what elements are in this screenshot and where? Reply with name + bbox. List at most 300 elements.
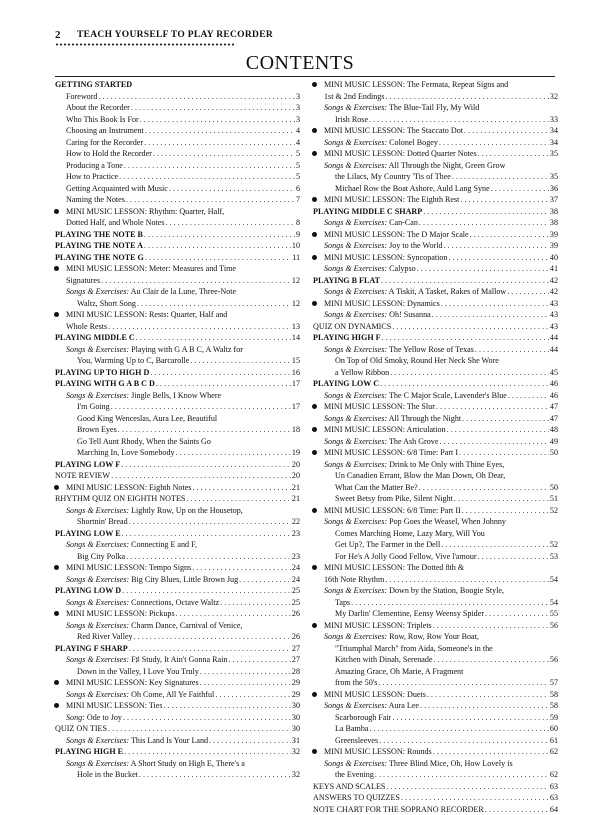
- toc-entry-title: [335, 666, 463, 678]
- toc-entry: [55, 275, 300, 287]
- toc-page-number: 34: [550, 137, 558, 149]
- toc-entry-text: Charm Dance, Carnival of Venice,: [129, 621, 242, 630]
- toc-entry: [55, 700, 300, 712]
- dot-leader: [464, 125, 549, 137]
- toc-entry-title: [335, 539, 440, 551]
- bullet-icon: [54, 266, 59, 271]
- dot-leader: [144, 229, 295, 241]
- dot-leader: [200, 677, 291, 689]
- toc-page-number: 38: [550, 217, 558, 229]
- toc-entry: [55, 516, 300, 528]
- toc-entry-title: [55, 585, 121, 597]
- dot-leader: [126, 194, 295, 206]
- toc-entry-label: Songs & Exercises:: [324, 103, 387, 112]
- toc-entry-title: [313, 206, 422, 218]
- toc-entry: [55, 574, 300, 586]
- toc-entry-text: Irish Rose: [335, 115, 368, 124]
- toc-entry: [55, 551, 300, 563]
- toc-entry: [55, 79, 300, 91]
- toc-entry-text: Down by the Station, Boogie Style,: [387, 586, 504, 595]
- toc-entry-title: [324, 125, 463, 137]
- toc-entry: [55, 160, 300, 172]
- toc-entry-title: [335, 367, 389, 379]
- toc-entry-text: A Tiskit, A Tasket, Rakes of Mallow: [387, 287, 506, 296]
- toc-page-number: 44: [550, 332, 558, 344]
- toc-entry-text: Connections, Octave Waltz: [129, 598, 219, 607]
- toc-entry-text: Oh! Susanna: [387, 310, 431, 319]
- dot-leader: [378, 677, 549, 689]
- toc-page-number: 53: [550, 551, 558, 563]
- toc-entry-title: [66, 562, 191, 574]
- toc-entry-title: [77, 666, 199, 678]
- dot-leader: [460, 194, 548, 206]
- toc-page-number: 15: [292, 355, 300, 367]
- toc-entry: [55, 344, 300, 356]
- toc-entry-text: MINI MUSIC LESSON: 6/8 Time: Part I: [324, 448, 458, 457]
- toc-entry: [55, 252, 300, 264]
- toc-entry-title: [55, 723, 107, 735]
- toc-entry: [313, 194, 558, 206]
- toc-entry-title: [66, 275, 100, 287]
- toc-entry: [55, 125, 300, 137]
- toc-page-number: 3: [296, 102, 300, 114]
- toc-entry-title: [66, 505, 243, 517]
- toc-entry-label: Songs & Exercises:: [324, 287, 387, 296]
- toc-entry-title: [66, 539, 197, 551]
- toc-page-number: 27: [292, 643, 300, 655]
- dot-leader: [423, 206, 549, 218]
- toc-entry: [313, 390, 558, 402]
- toc-entry-text: All Through the Night, Green Grow: [387, 161, 505, 170]
- toc-page-number: 30: [292, 723, 300, 735]
- toc-entry-title: [77, 401, 110, 413]
- dot-leader: [144, 137, 295, 149]
- toc-entry: [313, 735, 558, 747]
- toc-entry-title: [335, 597, 350, 609]
- toc-page-number: 25: [292, 585, 300, 597]
- toc-entry-title: [324, 229, 469, 241]
- dot-leader: [145, 252, 291, 264]
- toc-entry: [313, 597, 558, 609]
- toc-entry: [55, 769, 300, 781]
- dot-leader: [379, 735, 549, 747]
- toc-page-number: 26: [292, 631, 300, 643]
- toc-entry-title: [335, 608, 484, 620]
- toc-entry: [313, 160, 558, 172]
- toc-entry-title: [324, 286, 506, 298]
- toc-page-number: 60: [550, 723, 558, 735]
- toc-entry-label: Songs & Exercises:: [324, 460, 387, 469]
- dot-leader: [101, 275, 291, 287]
- toc-entry-text: MINI MUSIC LESSON: Triplets: [324, 621, 432, 630]
- contents-title: CONTENTS: [0, 52, 600, 75]
- toc-entry-label: Songs & Exercises:: [66, 736, 129, 745]
- toc-entry: [55, 183, 300, 195]
- toc-page-number: 46: [550, 390, 558, 402]
- toc-page-number: 31: [292, 735, 300, 747]
- dot-leader: [134, 631, 291, 643]
- toc-page-number: 32: [292, 769, 300, 781]
- toc-entry: [55, 735, 300, 747]
- toc-page-number: 8: [296, 217, 300, 229]
- toc-entry: [55, 217, 300, 229]
- bullet-icon: [312, 255, 317, 260]
- dot-leader: [153, 148, 295, 160]
- toc-entry: [313, 723, 558, 735]
- toc-entry-title: [324, 447, 458, 459]
- dot-leader: [392, 712, 548, 724]
- toc-entry: [55, 367, 300, 379]
- dot-leader: [370, 723, 549, 735]
- toc-entry-text: NOTE CHART FOR THE SOPRANO RECORDER: [313, 805, 484, 814]
- toc-entry-title: [335, 528, 485, 540]
- dot-leader: [124, 160, 295, 172]
- toc-page-number: 46: [550, 378, 558, 390]
- toc-entry-title: [55, 252, 144, 264]
- toc-entry-title: [66, 482, 191, 494]
- toc-entry-title: [55, 229, 143, 241]
- toc-page-number: 56: [550, 620, 558, 632]
- toc-entry-title: [313, 321, 391, 333]
- toc-entry: [313, 367, 558, 379]
- toc-entry-text: Big City Blues, Little Brown Jug: [129, 575, 238, 584]
- toc-entry-title: [335, 654, 433, 666]
- toc-entry-text: PLAYING LOW D: [55, 586, 121, 595]
- bullet-icon: [312, 450, 317, 455]
- toc-entry-title: [66, 390, 221, 402]
- toc-entry: [55, 332, 300, 344]
- toc-page-number: 58: [550, 700, 558, 712]
- toc-entry-title: [324, 309, 431, 321]
- toc-entry: [55, 206, 300, 218]
- toc-entry: [313, 700, 558, 712]
- toc-page-number: 3: [296, 114, 300, 126]
- dot-leader: [215, 689, 291, 701]
- toc-entry-text: Caring for the Recorder: [66, 138, 143, 147]
- toc-entry: [55, 102, 300, 114]
- toc-entry-title: [313, 781, 385, 793]
- dot-leader: [419, 482, 549, 494]
- dot-leader: [439, 137, 549, 149]
- toc-entry-text: Dotted Half, and Whole Notes: [66, 218, 165, 227]
- toc-page-number: 12: [292, 298, 300, 310]
- dot-leader: [140, 114, 295, 126]
- toc-entry: [55, 597, 300, 609]
- toc-entry-title: [66, 344, 243, 356]
- dot-leader: [462, 505, 549, 517]
- toc-entry-text: Can-Can: [387, 218, 418, 227]
- dot-leader: [124, 746, 291, 758]
- toc-entry-title: [66, 712, 122, 724]
- toc-page-number: 62: [550, 746, 558, 758]
- toc-entry-title: [55, 378, 155, 390]
- toc-entry-text: About the Recorder: [66, 103, 130, 112]
- toc-entry: [313, 574, 558, 586]
- toc-entry-title: [77, 769, 138, 781]
- toc-entry: [313, 482, 558, 494]
- dot-leader: [129, 643, 291, 655]
- toc-entry: [55, 459, 300, 471]
- toc-entry-title: [313, 804, 484, 815]
- toc-entry-title: [77, 516, 128, 528]
- toc-entry: [55, 585, 300, 597]
- toc-entry-text: PLAYING B FLAT: [313, 276, 380, 285]
- toc-entry: [313, 459, 558, 471]
- toc-entry: [55, 528, 300, 540]
- toc-entry-title: [324, 217, 418, 229]
- toc-entry-text: MINI MUSIC LESSON: Duets: [324, 690, 426, 699]
- toc-entry: [313, 79, 558, 91]
- toc-entry-text: Drink to Me Only with Thine Eyes,: [387, 460, 504, 469]
- toc-entry-text: The Blue-Tail Fly, My Wild: [387, 103, 479, 112]
- dot-leader: [137, 298, 291, 310]
- toc-entry-text: All Through the Night: [387, 414, 461, 423]
- toc-entry-label: Songs & Exercises:: [324, 345, 387, 354]
- toc-entry-title: [335, 114, 368, 126]
- toc-page-number: 14: [292, 332, 300, 344]
- toc-page-number: 39: [550, 229, 558, 241]
- toc-entry: [55, 758, 300, 770]
- toc-page-number: 30: [292, 700, 300, 712]
- toc-page-number: 16: [292, 367, 300, 379]
- dot-leader: [459, 447, 549, 459]
- toc-page-number: 5: [296, 160, 300, 172]
- dotted-rule: [55, 43, 235, 46]
- toc-entry-label: Songs & Exercises:: [66, 759, 129, 768]
- toc-entry: [55, 401, 300, 413]
- toc-entry-label: Songs & Exercises:: [324, 517, 387, 526]
- toc-entry-label: Songs & Exercises:: [66, 345, 129, 354]
- toc-entry: [55, 723, 300, 735]
- toc-entry-title: [324, 137, 438, 149]
- toc-page-number: 63: [550, 792, 558, 804]
- toc-entry: [55, 424, 300, 436]
- dot-leader: [485, 608, 549, 620]
- toc-entry-text: PLAYING MIDDLE C: [55, 333, 135, 342]
- dot-leader: [131, 102, 295, 114]
- toc-entry-title: [335, 712, 391, 724]
- toc-page-number: 23: [292, 528, 300, 540]
- toc-entry-label: Songs & Exercises:: [324, 138, 387, 147]
- toc-entry-title: [66, 574, 238, 586]
- toc-entry-text: A Short Study on High E, There's a: [129, 759, 245, 768]
- dot-leader: [122, 585, 291, 597]
- toc-entry-text: Calypso: [387, 264, 416, 273]
- toc-entry-title: [66, 689, 214, 701]
- toc-entry-label: Songs & Exercises:: [324, 241, 387, 250]
- dot-leader: [433, 746, 549, 758]
- toc-entry-title: [55, 367, 149, 379]
- toc-entry-text: MINI MUSIC LESSON: Key Signatures: [66, 678, 199, 687]
- dot-leader: [434, 654, 549, 666]
- title-rule: [55, 76, 555, 77]
- toc-page-number: 35: [550, 148, 558, 160]
- toc-page-number: 7: [296, 194, 300, 206]
- toc-entry-text: PLAYING THE NOTE B: [55, 230, 143, 239]
- dot-leader: [163, 700, 290, 712]
- toc-entry: [313, 401, 558, 413]
- toc-entry: [313, 631, 558, 643]
- toc-entry-label: Songs & Exercises:: [66, 506, 129, 515]
- toc-entry-title: [324, 401, 435, 413]
- toc-entry-text: Au Clair de la Lune, Three-Note: [129, 287, 236, 296]
- toc-entry-label: Songs & Exercises:: [324, 437, 387, 446]
- toc-entry-title: [313, 332, 381, 344]
- bullet-icon: [312, 197, 317, 202]
- toc-page-number: 61: [550, 735, 558, 747]
- toc-entry-title: [55, 643, 128, 655]
- dot-leader: [145, 125, 295, 137]
- toc-entry-text: What Can the Matter Be?: [335, 483, 418, 492]
- toc-entry: [55, 482, 300, 494]
- toc-entry-text: MINI MUSIC LESSON: Meter: Measures and Time: [66, 264, 236, 273]
- toc-entry: [313, 585, 558, 597]
- toc-entry: [55, 91, 300, 103]
- toc-entry-text: GETTING STARTED: [55, 80, 132, 89]
- bullet-icon: [312, 301, 317, 306]
- toc-entry-title: [66, 217, 165, 229]
- toc-entry-title: [324, 620, 432, 632]
- toc-entry-text: Pop Goes the Weasel, When Johnny: [387, 517, 506, 526]
- toc-entry: [313, 217, 558, 229]
- toc-page-number: 35: [550, 171, 558, 183]
- toc-entry: [55, 194, 300, 206]
- toc-entry-text: F♯ Study, It Ain't Gonna Rain: [129, 655, 227, 664]
- dot-leader: [375, 769, 549, 781]
- toc-entry: [55, 643, 300, 655]
- dot-leader: [144, 240, 291, 252]
- toc-entry-title: [324, 562, 464, 574]
- dot-leader: [118, 424, 291, 436]
- toc-page-number: 63: [550, 781, 558, 793]
- toc-entry-label: Songs & Exercises:: [324, 218, 387, 227]
- toc-entry-title: [324, 516, 506, 528]
- toc-entry-title: [335, 470, 505, 482]
- toc-entry-text: a Yellow Ribbon: [335, 368, 389, 377]
- dot-leader: [121, 459, 291, 471]
- toc-page-number: 24: [292, 562, 300, 574]
- dot-leader: [381, 275, 549, 287]
- dot-leader: [108, 723, 291, 735]
- toc-entry: [55, 240, 300, 252]
- toc-page-number: 29: [292, 677, 300, 689]
- toc-page-number: 64: [550, 804, 558, 815]
- toc-page-number: 41: [550, 263, 558, 275]
- toc-entry-text: Producing a Tone: [66, 161, 123, 170]
- toc-entry-title: [55, 459, 120, 471]
- dot-leader: [436, 401, 549, 413]
- toc-entry-text: Jingle Bells, I Know Where: [129, 391, 221, 400]
- toc-entry-text: PLAYING HIGH F: [313, 333, 381, 342]
- dot-leader: [380, 378, 549, 390]
- toc-entry-text: ANSWERS TO QUIZZES: [313, 793, 400, 802]
- toc-entry-text: MINI MUSIC LESSON: The Slur: [324, 402, 435, 411]
- toc-entry: [313, 286, 558, 298]
- toc-page-number: 21: [292, 493, 300, 505]
- toc-entry-text: MINI MUSIC LESSON: Ties: [66, 701, 162, 710]
- toc-page-number: 26: [292, 608, 300, 620]
- toc-entry-text: MINI MUSIC LESSON: 6/8 Time: Part II: [324, 506, 461, 515]
- toc-entry: [313, 309, 558, 321]
- toc-entry-title: [55, 528, 121, 540]
- page-header: [55, 29, 555, 49]
- toc-entry: [313, 252, 558, 264]
- toc-entry-title: [335, 171, 451, 183]
- toc-entry: [313, 505, 558, 517]
- dot-leader: [447, 424, 549, 436]
- toc-page-number: 54: [550, 574, 558, 586]
- toc-entry-text: MINI MUSIC LESSON: Articulation: [324, 425, 446, 434]
- toc-entry-title: [324, 102, 479, 114]
- toc-entry-label: Songs & Exercises:: [66, 575, 129, 584]
- toc-entry-title: [324, 689, 426, 701]
- dot-leader: [386, 781, 549, 793]
- toc-page-number: 11: [292, 252, 300, 264]
- dot-leader: [392, 321, 549, 333]
- toc-entry: [55, 137, 300, 149]
- toc-entry-title: [66, 620, 242, 632]
- toc-entry: [55, 390, 300, 402]
- dot-leader: [419, 217, 549, 229]
- toc-entry: [313, 516, 558, 528]
- toc-entry: [313, 470, 558, 482]
- dot-leader: [385, 574, 549, 586]
- dot-leader: [228, 654, 291, 666]
- toc-entry-text: Waltz, Short Song: [77, 299, 136, 308]
- bullet-icon: [312, 151, 317, 156]
- toc-entry-text: Un Canadien Errant, Blow the Man Down, Oh Dear,: [335, 471, 505, 480]
- toc-entry-title: [77, 355, 189, 367]
- dot-leader: [491, 183, 549, 195]
- toc-entry-text: Getting Acquainted with Music: [66, 184, 168, 193]
- toc-page-number: 58: [550, 689, 558, 701]
- toc-entry-text: How to Hold the Recorder: [66, 149, 152, 158]
- toc-entry: [313, 137, 558, 149]
- dot-leader: [176, 447, 291, 459]
- bullet-icon: [312, 508, 317, 513]
- toc-entry-label: Songs & Exercises:: [324, 391, 387, 400]
- dot-leader: [176, 608, 291, 620]
- toc-entry-title: [66, 608, 175, 620]
- toc-entry-text: the Evening: [335, 770, 374, 779]
- dot-leader: [186, 493, 291, 505]
- toc-entry-title: [324, 298, 440, 310]
- bullet-icon: [312, 749, 317, 754]
- toc-entry: [55, 114, 300, 126]
- bullet-icon: [54, 312, 59, 317]
- dot-leader: [129, 516, 291, 528]
- toc-entry: [313, 298, 558, 310]
- toc-page-number: 52: [550, 505, 558, 517]
- toc-entry: [313, 206, 558, 218]
- toc-entry-text: "Triumphal March" from Aida, Someone's in the: [335, 644, 493, 653]
- toc-entry-title: [77, 424, 117, 436]
- toc-page-number: 28: [292, 666, 300, 678]
- toc-entry-title: [324, 252, 447, 264]
- toc-page-number: 56: [550, 654, 558, 666]
- dot-leader: [452, 171, 549, 183]
- toc-entry-title: [335, 723, 369, 735]
- dot-leader: [441, 539, 549, 551]
- toc-page-number: 43: [550, 321, 558, 333]
- toc-entry-title: [324, 758, 513, 770]
- dot-leader: [485, 804, 549, 815]
- toc-entry-label: Songs & Exercises:: [324, 701, 387, 710]
- toc-entry-title: [55, 746, 123, 758]
- toc-page-number: 40: [550, 252, 558, 264]
- toc-entry: [55, 436, 300, 448]
- toc-entry-title: [335, 677, 377, 689]
